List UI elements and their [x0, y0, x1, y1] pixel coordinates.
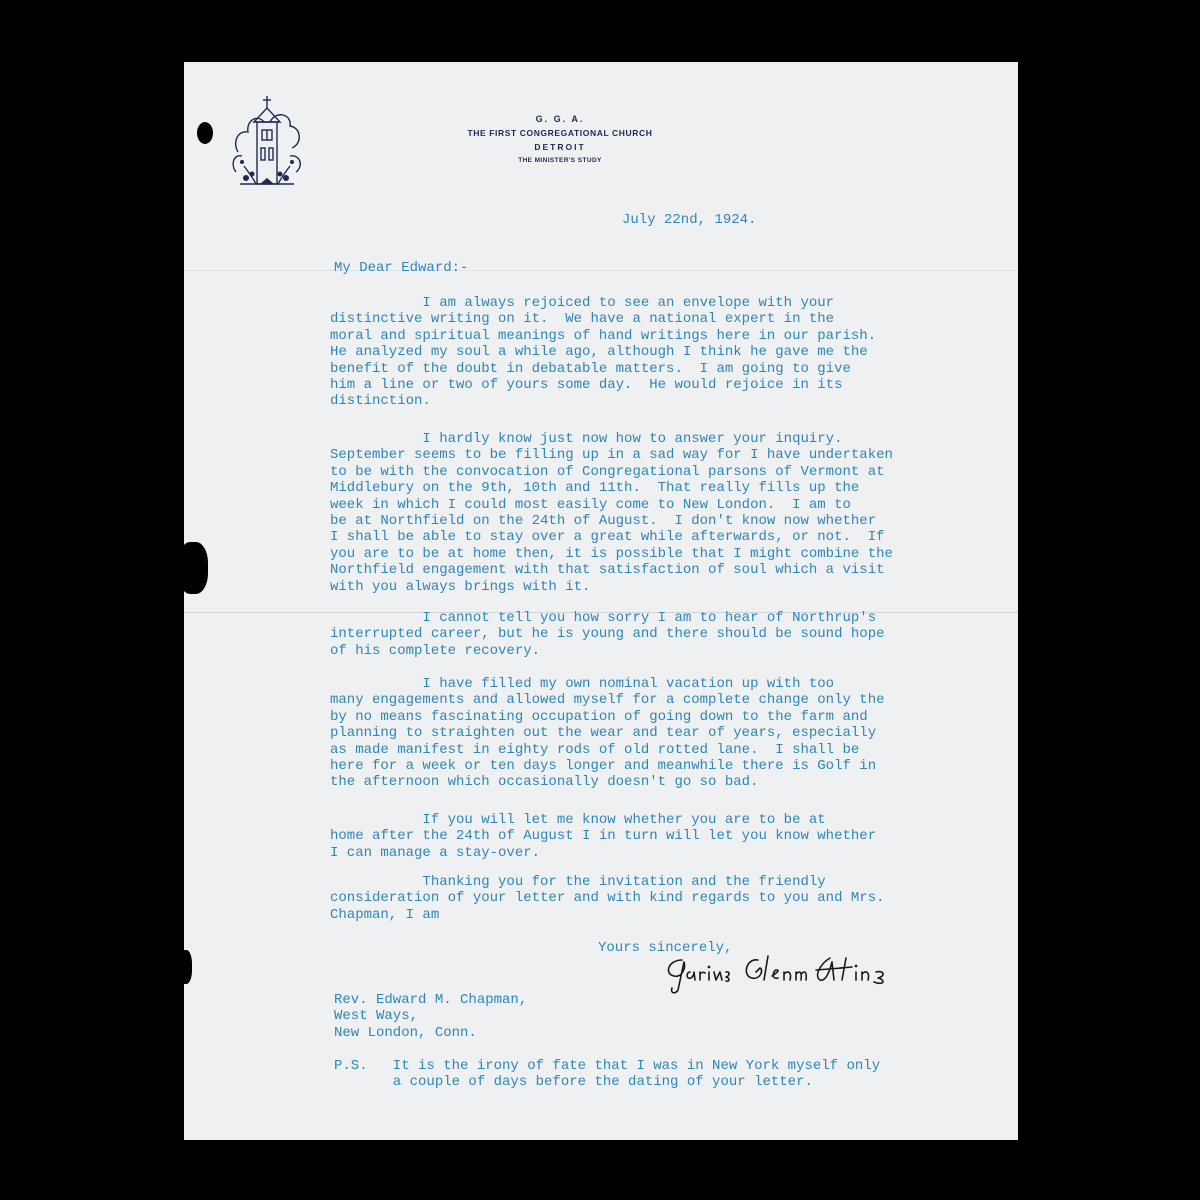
paragraph: I am always rejoiced to see an envelope with your distinctive writing on it. We have a national expert in the moral and spiritual meanings of hand writings here in our parish. He analyzed my soul a while ago, although I think he gave me the benefit of the doubt in debatable matters. I am going to give him a line or two of yours some day. He would rejoice in its distinction.	[330, 295, 877, 410]
letterhead-city: DETROIT	[534, 142, 586, 152]
paragraph: I have filled my own nominal vacation up with too many engagements and allowed myself for a complete change only the by no means fascinating occupation of going down to the farm and planning to straighten out the wear and tear of years, especially as made manifest in eighty rods of old rotted lane. I shall be here for a week or ten days longer and meanwhile there is Golf in the afternoon which occasionally doesn't go so bad.	[330, 676, 885, 791]
paragraph: I cannot tell you how sorry I am to hear of Northrup's interrupted career, but he is young and there should be sound hope of his complete recovery.	[330, 610, 885, 659]
church-tower-logo	[230, 92, 304, 196]
closing: Yours sincerely,	[598, 940, 733, 956]
letterhead-church: THE FIRST CONGREGATIONAL CHURCH	[467, 128, 653, 138]
handwritten-signature	[660, 950, 910, 996]
punch-hole	[178, 542, 208, 594]
salutation: My Dear Edward:-	[334, 260, 469, 276]
paragraph: If you will let me know whether you are to be at home after the 24th of August I in turn will let you know whether I can manage a stay-over.	[330, 812, 877, 861]
recipient-address: Rev. Edward M. Chapman, West Ways, New London, Conn.	[334, 992, 528, 1041]
fold-line	[184, 270, 1018, 271]
paragraph: Thanking you for the invitation and the friendly consideration of your letter and with kind regards to you and Mrs. Chapman, I am	[330, 874, 885, 923]
letterhead-initials: G. G. A.	[535, 114, 585, 124]
punch-hole	[178, 950, 192, 984]
punch-hole	[197, 122, 213, 144]
postscript: P.S. It is the irony of fate that I was in New York myself only a couple of days before the dating of your letter.	[334, 1058, 881, 1091]
letter-date: July 22nd, 1924.	[622, 212, 757, 228]
paragraph: I hardly know just now how to answer your inquiry. September seems to be filling up in a sad way for I have undertaken to be with the convocation of Congregational parsons of Vermont at Middlebury on the 9th, 10th and 11th. That really fills up the week in which I could most easily come to New London. I am to be at Northfield on the 24th of August. I don't know now whether I shall be able to stay over a great while afterwards, or not. If you are to be at home then, it is possible that I might combine the Northfield engagement with that satisfaction of soul which a visit with you always brings with it.	[330, 431, 893, 595]
letterhead-study: THE MINISTER'S STUDY	[518, 157, 602, 164]
